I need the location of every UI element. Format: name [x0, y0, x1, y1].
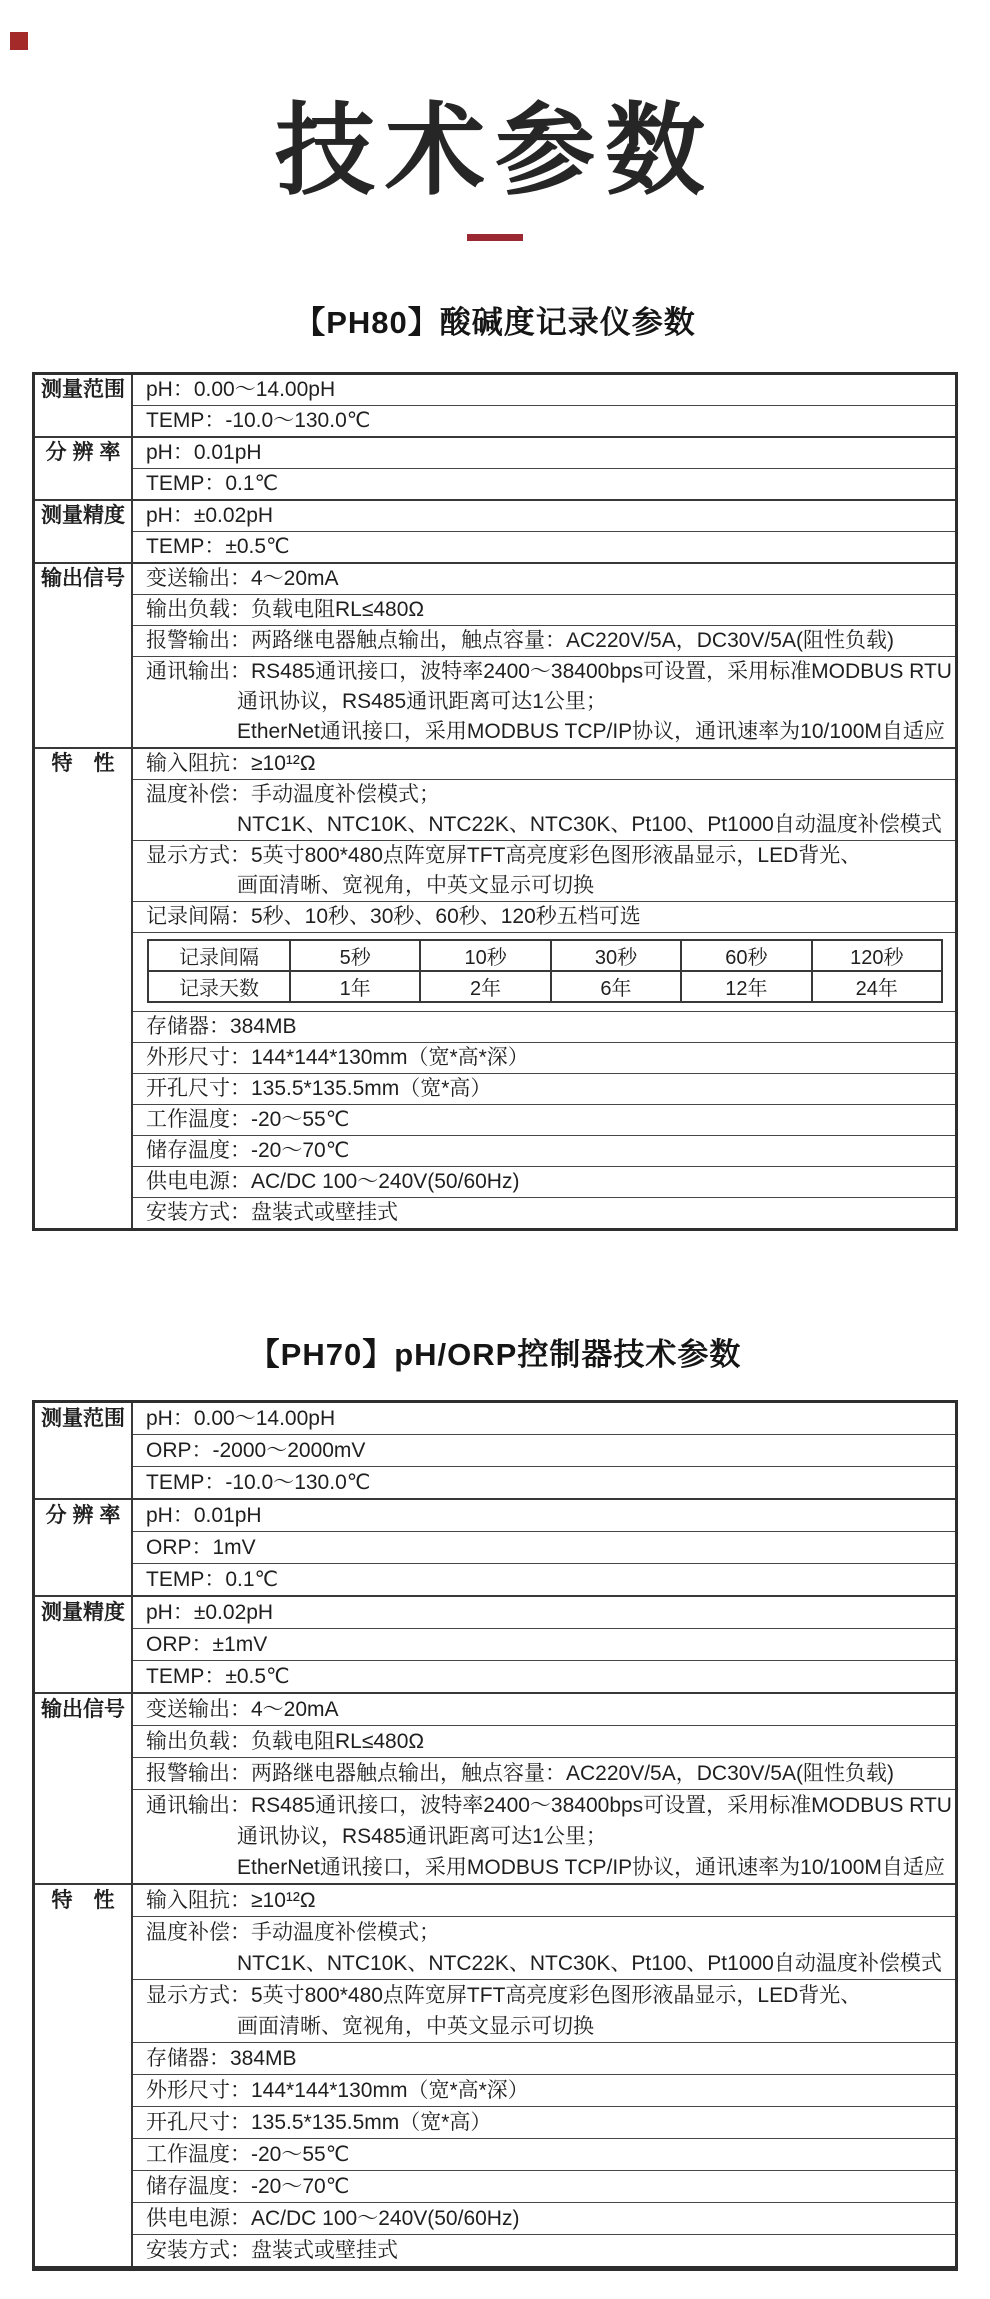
- spec-cell: [133, 656, 955, 747]
- spec-cell: [133, 1403, 955, 1434]
- spec-line: TEMP：-10.0～130.0℃: [146, 409, 371, 432]
- spec-cell: [133, 1011, 955, 1042]
- spec-row-label: 测量精度: [35, 501, 133, 562]
- spec-cell: [133, 1466, 955, 1498]
- spec-cell: [133, 1135, 955, 1166]
- spec-line: TEMP：0.1℃: [146, 472, 279, 495]
- spec-cell: [133, 2042, 955, 2074]
- spec-line: 显示方式：5英寸800*480点阵宽屏TFT高亮度彩色图形液晶显示，LED背光、: [146, 844, 862, 867]
- spec-group: [35, 1595, 955, 1692]
- spec-line: 通讯协议，RS485通讯距离可达1公里；: [237, 690, 607, 713]
- spec-cell: [133, 438, 955, 468]
- spec-cell: [133, 1531, 955, 1563]
- record-capacity-value: 2年: [420, 971, 550, 1002]
- spec-row-cells: [133, 564, 955, 747]
- spec-cell: [133, 2234, 955, 2266]
- page-title: 技术参数: [275, 95, 715, 207]
- spec-cell: [133, 749, 955, 779]
- record-capacity-value: 1年: [290, 971, 420, 1002]
- spec-cell: [133, 1916, 955, 1979]
- spec-line: TEMP：±0.5℃: [146, 1665, 290, 1688]
- spec-group: [35, 1403, 955, 1498]
- record-capacity-value: 记录天数: [148, 971, 290, 1002]
- record-capacity-table: [147, 939, 943, 1003]
- spec-row-cells: [133, 1694, 955, 1883]
- spec-group: [35, 375, 955, 436]
- record-capacity-row: [148, 971, 942, 1002]
- spec-group: [35, 562, 955, 747]
- spec-group: [35, 499, 955, 562]
- spec-row-label: 测量范围: [35, 375, 133, 436]
- spec-line: 储存温度：-20～70℃: [146, 1139, 350, 1162]
- spec-row-cells: [133, 1885, 955, 2266]
- spec-cell: [133, 564, 955, 594]
- spec-row-label: 输出信号: [35, 564, 133, 747]
- spec-cell: [133, 2170, 955, 2202]
- spec-cell: [133, 625, 955, 656]
- spec-line: 通讯输出：RS485通讯接口，波特率2400～38400bps可设置，采用标准MODBUS RTU: [146, 1794, 952, 1817]
- spec-cell: [133, 1073, 955, 1104]
- spec-line: 工作温度：-20～55℃: [146, 2143, 350, 2166]
- spec-line: EtherNet通讯接口，采用MODBUS TCP/IP协议，通讯速率为10/100M自适应: [237, 720, 945, 743]
- record-capacity-value: 12年: [681, 971, 811, 1002]
- record-capacity-value: 5秒: [290, 940, 420, 971]
- spec-line: 变送输出：4～20mA: [146, 1698, 339, 1721]
- spec-line: 画面清晰、宽视角，中英文显示可切换: [237, 2015, 594, 2038]
- spec-line: 输出负载：负载电阻RL≤480Ω: [146, 598, 425, 621]
- spec-row-label: 输出信号: [35, 1694, 133, 1883]
- spec-row-cells: [133, 438, 955, 499]
- spec-cell: [133, 1660, 955, 1692]
- spec-table-ph70: [32, 1400, 958, 2271]
- spec-line: 记录间隔：5秒、10秒、30秒、60秒、120秒五档可选: [146, 905, 641, 928]
- spec-line: TEMP：-10.0～130.0℃: [146, 1471, 371, 1494]
- spec-row-cells: [133, 749, 955, 1228]
- brand-mark-square: [10, 32, 28, 50]
- spec-line: TEMP：±0.5℃: [146, 535, 290, 558]
- spec-line: TEMP：0.1℃: [146, 1568, 279, 1591]
- spec-cell: [133, 2074, 955, 2106]
- spec-cell: [133, 1789, 955, 1883]
- spec-line: 显示方式：5英寸800*480点阵宽屏TFT高亮度彩色图形液晶显示，LED背光、: [146, 1984, 862, 2007]
- spec-cell: [133, 468, 955, 499]
- spec-line: 开孔尺寸：135.5*135.5mm（宽*高）: [146, 2111, 492, 2134]
- spec-line: 画面清晰、宽视角，中英文显示可切换: [237, 874, 594, 897]
- spec-line: 安装方式：盘装式或壁挂式: [146, 1201, 398, 1224]
- spec-line: 存储器：384MB: [146, 2047, 297, 2070]
- spec-row-cells: [133, 1403, 955, 1498]
- record-capacity-table-wrap: [133, 933, 955, 1011]
- spec-cell: [133, 501, 955, 531]
- section-title-ph80: 【PH80】酸碱度记录仪参数: [294, 305, 696, 340]
- spec-line: 报警输出：两路继电器触点输出，触点容量：AC220V/5A，DC30V/5A(阻性负载): [146, 1762, 894, 1785]
- spec-line: 报警输出：两路继电器触点输出，触点容量：AC220V/5A，DC30V/5A(阻性负载): [146, 629, 894, 652]
- spec-group: [35, 1498, 955, 1595]
- spec-line: 外形尺寸：144*144*130mm（宽*高*深）: [146, 2079, 529, 2102]
- spec-row-cells: [133, 501, 955, 562]
- spec-cell: [133, 1042, 955, 1073]
- spec-cell: [133, 594, 955, 625]
- spec-cell: [133, 1979, 955, 2042]
- spec-row-label: 特 性: [35, 1885, 133, 2266]
- spec-cell: [133, 779, 955, 840]
- spec-cell: [133, 1434, 955, 1466]
- spec-cell: [133, 840, 955, 901]
- spec-line: NTC1K、NTC10K、NTC22K、NTC30K、Pt100、Pt1000自动温度补偿模式: [237, 1952, 942, 1975]
- record-capacity-cell: [133, 932, 955, 1011]
- spec-cell: [133, 1757, 955, 1789]
- spec-cell: [133, 2138, 955, 2170]
- spec-line: NTC1K、NTC10K、NTC22K、NTC30K、Pt100、Pt1000自动温度补偿模式: [237, 813, 942, 836]
- spec-cell: [133, 2202, 955, 2234]
- spec-cell: [133, 405, 955, 436]
- spec-group: [35, 1692, 955, 1883]
- spec-row-label: 分 辨 率: [35, 438, 133, 499]
- spec-line: 外形尺寸：144*144*130mm（宽*高*深）: [146, 1046, 529, 1069]
- spec-row-cells: [133, 375, 955, 436]
- spec-row-label: 分 辨 率: [35, 1500, 133, 1595]
- spec-line: pH：0.01pH: [146, 441, 262, 464]
- spec-cell: [133, 1694, 955, 1725]
- record-capacity-value: 10秒: [420, 940, 550, 971]
- spec-table-ph80: [32, 372, 958, 1231]
- record-capacity-value: 30秒: [551, 940, 681, 971]
- spec-line: 输入阻抗：≥10¹²Ω: [146, 752, 316, 775]
- spec-line: pH：±0.02pH: [146, 1601, 274, 1624]
- spec-cell: [133, 1104, 955, 1135]
- spec-group: [35, 436, 955, 499]
- spec-line: pH：0.00～14.00pH: [146, 1407, 336, 1430]
- spec-cell: [133, 1197, 955, 1228]
- spec-row-label: 测量精度: [35, 1597, 133, 1692]
- spec-line: 开孔尺寸：135.5*135.5mm（宽*高）: [146, 1077, 492, 1100]
- spec-cell: [133, 1500, 955, 1531]
- spec-line: 输入阻抗：≥10¹²Ω: [146, 1889, 316, 1912]
- spec-line: pH：±0.02pH: [146, 504, 274, 527]
- spec-line: pH：0.01pH: [146, 1504, 262, 1527]
- record-capacity-value: 记录间隔: [148, 940, 290, 971]
- spec-line: ORP：1mV: [146, 1536, 256, 1559]
- spec-row-cells: [133, 1597, 955, 1692]
- spec-line: ORP：±1mV: [146, 1633, 268, 1656]
- spec-line: 温度补偿：手动温度补偿模式；: [146, 1921, 440, 1944]
- spec-cell: [133, 1166, 955, 1197]
- spec-line: EtherNet通讯接口，采用MODBUS TCP/IP协议，通讯速率为10/100M自适应: [237, 1856, 945, 1879]
- record-capacity-row: [148, 940, 942, 971]
- spec-line: ORP：-2000～2000mV: [146, 1439, 366, 1462]
- spec-line: 变送输出：4～20mA: [146, 567, 339, 590]
- section-title-ph70: 【PH70】pH/ORP控制器技术参数: [248, 1337, 742, 1372]
- spec-line: 通讯协议，RS485通讯距离可达1公里；: [237, 1825, 607, 1848]
- spec-cell: [133, 1597, 955, 1628]
- spec-line: 温度补偿：手动温度补偿模式；: [146, 783, 440, 806]
- spec-group: [35, 1883, 955, 2266]
- spec-cell: [133, 1725, 955, 1757]
- spec-line: pH：0.00～14.00pH: [146, 378, 336, 401]
- title-underline: [467, 234, 523, 241]
- spec-line: 安装方式：盘装式或壁挂式: [146, 2239, 398, 2262]
- spec-cell: [133, 1885, 955, 1916]
- spec-cell: [133, 1563, 955, 1595]
- spec-row-label: 特 性: [35, 749, 133, 1228]
- spec-cell: [133, 1628, 955, 1660]
- record-capacity-value: 6年: [551, 971, 681, 1002]
- spec-line: 存储器：384MB: [146, 1015, 297, 1038]
- spec-line: 供电电源：AC/DC 100～240V(50/60Hz): [146, 2207, 520, 2230]
- spec-line: 通讯输出：RS485通讯接口，波特率2400～38400bps可设置，采用标准MODBUS RTU: [146, 660, 952, 683]
- record-capacity-value: 24年: [812, 971, 942, 1002]
- spec-cell: [133, 531, 955, 562]
- record-capacity-value: 60秒: [681, 940, 811, 971]
- spec-line: 工作温度：-20～55℃: [146, 1108, 350, 1131]
- spec-line: 储存温度：-20～70℃: [146, 2175, 350, 2198]
- spec-line: 供电电源：AC/DC 100～240V(50/60Hz): [146, 1170, 520, 1193]
- spec-cell: [133, 901, 955, 932]
- spec-line: 输出负载：负载电阻RL≤480Ω: [146, 1730, 425, 1753]
- spec-cell: [133, 2106, 955, 2138]
- spec-cell: [133, 375, 955, 405]
- record-capacity-value: 120秒: [812, 940, 942, 971]
- spec-row-cells: [133, 1500, 955, 1595]
- spec-group: [35, 747, 955, 1228]
- spec-row-label: 测量范围: [35, 1403, 133, 1498]
